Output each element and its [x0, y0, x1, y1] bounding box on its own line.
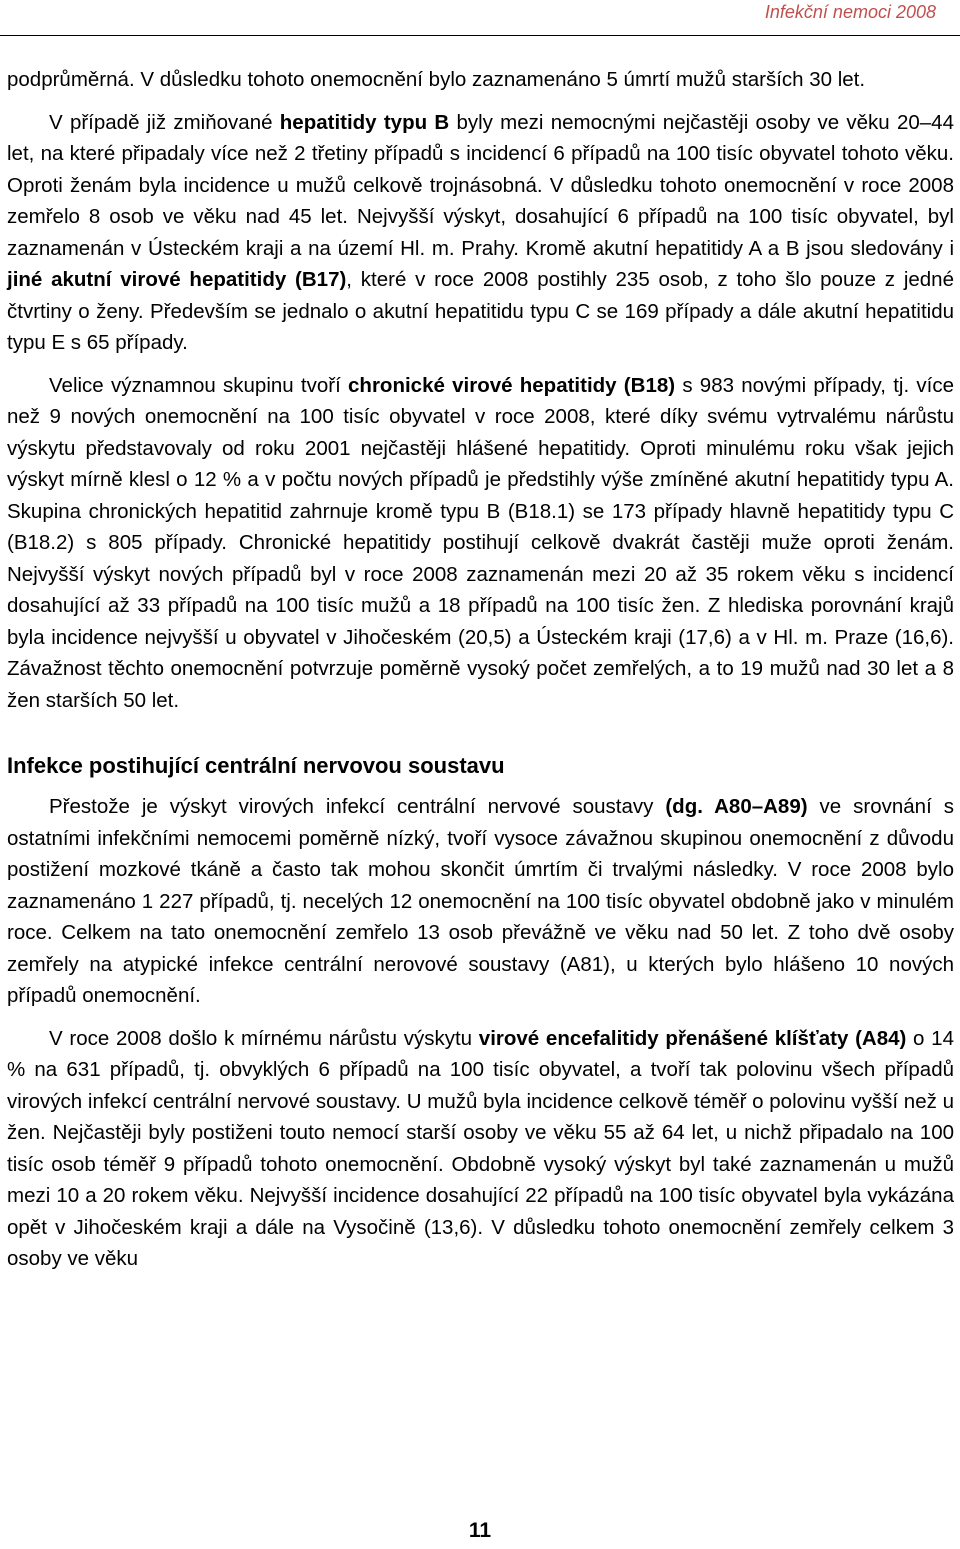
bold-term: chronické virové hepatitidy (B18)	[348, 373, 676, 397]
paragraph-text: Velice významnou skupinu tvoří	[49, 373, 349, 397]
paragraph-text: , které v roce 2008 postihly 235 osob, z toho šlo pouze z jedné čtvrtiny o ženy. Především se jednalo o akutní hepatitidu typu C se 169 případy a dále akutní hepatitidu typu E s 65 případy.	[7, 268, 954, 354]
header-rule	[0, 35, 960, 36]
paragraph-chronic-hepatitis	[7, 370, 954, 717]
document-body	[7, 64, 954, 1275]
section-heading: Infekce postihující centrální nervovou soustavu	[7, 753, 505, 778]
paragraph-text: s 983 novými případy, tj. více než 9 nových onemocnění na 100 tisíc obyvatel v roce 2008, které díky svému vytrvalému nárůstu výskytu představovaly od roku 2001 nejčastěji hlášené hepatitidy. Oproti minulému roku však jejich výskyt mírně klesl o 12 % a v počtu nových případů je předstihly výše zmíněné akutní hepatitidy typu A. Skupina chronických hepatitid zahrnuje kromě typu B (B18.1) se 173 případy hlavně hepatitidy typu C (B18.2) s 805 případy. Chronické hepatitidy postihují celkově dvakrát častěji muže oproti ženám. Nejvyšší výskyt nových případů byl v roce 2008 zaznamenán mezi 20 až 35 rokem věku s incidencí dosahující až 33 případů na 100 tisíc mužů a 18 případů na 100 tisíc žen. Z hlediska porovnání krajů byla incidence nejvyšší u obyvatel v Jihočeském (20,5) a Ústeckém kraji (17,6) a v Hl. m. Praze (16,6). Závažnost těchto onemocnění potvrzuje poměrně vysoký počet zemřelých, a to 19 mužů nad 30 let a 8 žen starších 50 let.	[7, 373, 954, 712]
paragraph-hepatitis-b	[7, 107, 954, 359]
running-header: Infekční nemoci 2008	[764, 2, 936, 22]
bold-term: virové encefalitidy přenášené klíšťaty (A84)	[478, 1026, 907, 1050]
paragraph-text: podprůměrná. V důsledku tohoto onemocnění bylo zaznamenáno 5 úmrtí mužů starších 30 let.	[7, 68, 866, 91]
paragraph-text: Přestože je výskyt virových infekcí centrální nervové soustavy	[49, 795, 666, 818]
paragraph-cns-infections	[7, 791, 954, 1012]
paragraph-text: V roce 2008 došlo k mírnému nárůstu výskytu	[49, 1026, 479, 1050]
bold-term: (dg. A80–A89)	[665, 795, 808, 818]
paragraph-text: V případě již zmiňované	[49, 110, 280, 134]
paragraph-mortality	[7, 64, 954, 96]
paragraph-text: ve srovnání s ostatními infekčními nemocemi poměrně nízký, tvoří vysoce závažnou skupinou onemocnění z důvodu postižení mozkové tkáně a často tak mohou skončit úmrtím či trvalými následky. V roce 2008 bylo zaznamenáno 1 227 případů, tj. necelých 12 onemocnění na 100 tisíc obyvatel obdobně jako v minulém roce. Celkem na tato onemocnění zemřelo 13 osob převážně ve věku nad 50 let. Z toho dvě osoby zemřely na atypické infekce centrální nerovové soustavy (A81), u kterých bylo hlášeno 10 nových případů onemocnění.	[7, 795, 954, 1007]
paragraph-tick-borne-encephalitis	[7, 1023, 954, 1275]
paragraph-text: o 14 % na 631 případů, tj. obvyklých 6 případů na 100 tisíc obyvatel, a tvoří tak polovinu všech případů virových infekcí centrální nervové soustavy. U mužů byla incidence celkově téměř o polovinu vyšší než u žen. Nejčastěji byly postiženi touto nemocí starší osoby ve věku 55 až 64 let, u nichž připadalo na 100 tisíc osob téměř 9 případů tohoto onemocnění. Obdobně vysoký výskyt byl také zaznamenán u mužů mezi 10 a 20 rokem věku. Nejvyšší incidence dosahující 22 případů na 100 tisíc obyvatel byla vykázána opět v Jihočeském kraji a dále na Vysočině (13,6). V důsledku tohoto onemocnění zemřely celkem 3 osoby ve věku	[7, 1026, 954, 1270]
bold-term: jiné akutní virové hepatitidy (B17)	[7, 268, 347, 291]
page-number: 11	[468, 1519, 492, 1542]
paragraph-text: byly mezi nemocnými nejčastěji osoby ve věku 20–44 let, na které připadaly více než 2 třetiny případů s incidencí 6 případů na 100 tisíc obyvatel tohoto věku. Oproti ženám byla incidence u mužů celkově trojnásobná. V důsledku tohoto onemocnění v roce 2008 zemřelo 8 osob ve věku nad 45 let. Nejvyšší výskyt, dosahující 6 případů na 100 tisíc obyvatel, byl zaznamenán v Ústeckém kraji a na území Hl. m. Prahy. Kromě akutní hepatitidy A a B jsou sledovány i	[7, 110, 954, 260]
bold-term: hepatitidy typu B	[279, 110, 450, 134]
